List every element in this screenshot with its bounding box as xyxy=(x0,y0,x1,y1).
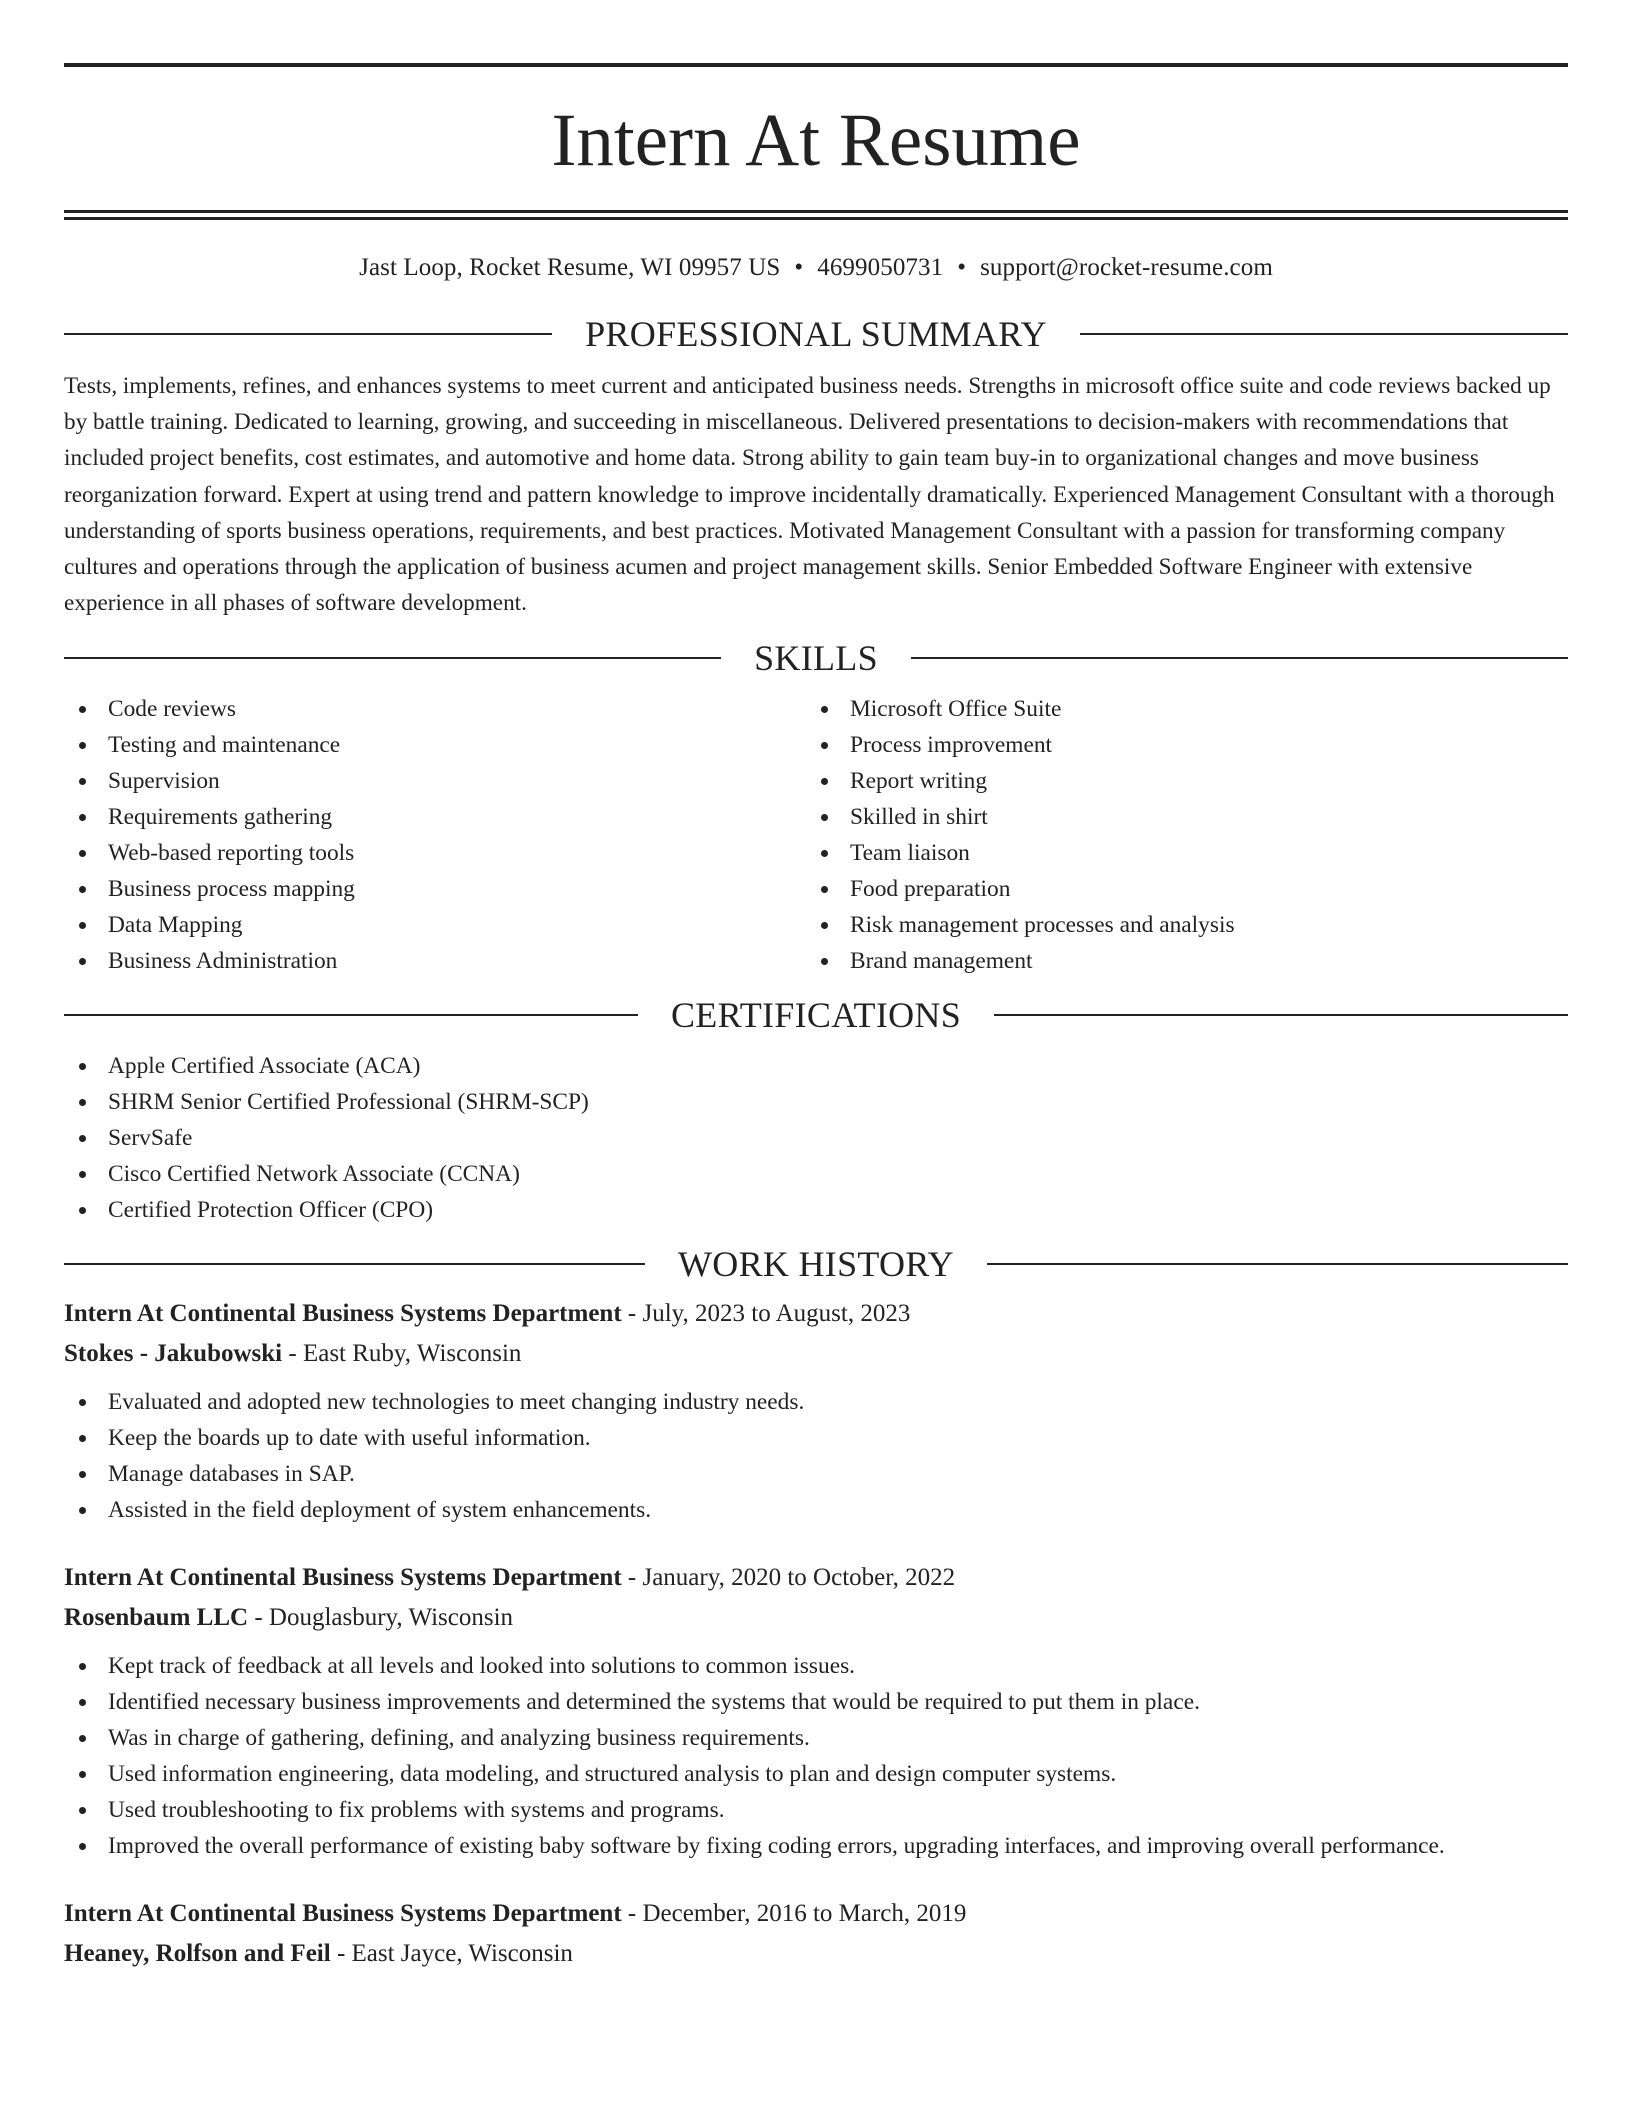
job-title-line xyxy=(64,1894,1568,1934)
job-bullet: Used troubleshooting to fix problems with systems and programs. xyxy=(64,1792,1568,1828)
skill-item: Team liaison xyxy=(806,835,1548,871)
job-dates: - December, 2016 to March, 2019 xyxy=(621,1900,967,1928)
skills-column-right xyxy=(806,691,1548,979)
section-title: SKILLS xyxy=(754,638,878,679)
skill-item: Code reviews xyxy=(64,691,806,727)
skill-item: Food preparation xyxy=(806,871,1548,907)
certification-item: ServSafe xyxy=(64,1120,1568,1156)
job-title: Intern At Continental Business Systems Department xyxy=(64,1564,622,1592)
skill-item: Risk management processes and analysis xyxy=(806,907,1548,943)
double-rule xyxy=(64,210,1568,220)
skills-list xyxy=(64,691,1568,979)
job-location: - Douglasbury, Wisconsin xyxy=(248,1604,514,1632)
certifications-list xyxy=(64,1048,1568,1228)
job-company: Stokes - Jakubowski xyxy=(64,1340,283,1368)
job-dates: - January, 2020 to October, 2022 xyxy=(621,1564,956,1592)
job-bullet: Kept track of feedback at all levels and looked into solutions to common issues. xyxy=(64,1648,1568,1684)
job-bullets xyxy=(64,1384,1568,1528)
job-dates: - July, 2023 to August, 2023 xyxy=(621,1300,911,1328)
certification-item: Certified Protection Officer (CPO) xyxy=(64,1192,1568,1228)
skill-item: Web-based reporting tools xyxy=(64,835,806,871)
summary-text: Tests, implements, refines, and enhances systems to meet current and anticipated business needs. Strengths in microsoft office suite and code reviews backed up by battle training. Dedicated to learning, growing, and succeeding in miscellaneous. Delivered presentations to decision-makers with recommendations that included project benefits, cost estimates, and automotive and home data. Strong ability to gain team buy-in to organizational changes and move business reorganization forward. Expert at using trend and pattern knowledge to improve incidentally dramatically. Experienced Management Consultant with a thorough understanding of sports business operations, requirements, and best practices. Motivated Management Consultant with a passion for transforming company cultures and operations through the application of business acumen and project management skills. Senior Embedded Software Engineer with extensive experience in all phases of software development. xyxy=(64,373,1555,617)
contact-phone: 4699050731 xyxy=(817,254,944,281)
job-company: Rosenbaum LLC xyxy=(64,1604,249,1632)
certifications-heading xyxy=(64,995,1568,1036)
heading-rule xyxy=(64,657,721,659)
job-bullet: Keep the boards up to date with useful information. xyxy=(64,1420,1568,1456)
work-history-heading xyxy=(64,1244,1568,1285)
job-bullet: Assisted in the field deployment of system enhancements. xyxy=(64,1492,1568,1528)
contact-separator: • xyxy=(957,254,967,281)
heading-rule xyxy=(1080,333,1568,335)
skills-heading xyxy=(64,638,1568,679)
skill-item: Microsoft Office Suite xyxy=(806,691,1548,727)
heading-rule xyxy=(64,1014,638,1016)
skill-item: Skilled in shirt xyxy=(806,799,1548,835)
job-company: Heaney, Rolfson and Feil xyxy=(64,1940,331,1968)
section-title: CERTIFICATIONS xyxy=(670,995,962,1036)
skill-item: Process improvement xyxy=(806,727,1548,763)
contact-separator: • xyxy=(794,254,804,281)
job-bullet: Manage databases in SAP. xyxy=(64,1456,1568,1492)
heading-rule xyxy=(994,1014,1568,1016)
section-title: PROFESSIONAL SUMMARY xyxy=(585,314,1047,354)
heading-rule xyxy=(987,1263,1568,1265)
job-company-line xyxy=(64,1334,1568,1374)
job-bullet: Was in charge of gathering, defining, and analyzing business requirements. xyxy=(64,1720,1568,1756)
job-title-line xyxy=(64,1558,1568,1598)
job-company-line xyxy=(64,1934,1568,1974)
candidate-name: Intern At Resume xyxy=(551,99,1081,182)
skill-item: Report writing xyxy=(806,763,1548,799)
contact-address: Jast Loop, Rocket Resume, WI 09957 US xyxy=(359,254,781,281)
skill-item: Business Administration xyxy=(64,943,806,979)
job-entry xyxy=(64,1894,1568,1974)
heading-rule xyxy=(64,1263,645,1265)
heading-rule xyxy=(911,657,1568,659)
certification-item: Cisco Certified Network Associate (CCNA) xyxy=(64,1156,1568,1192)
skill-item: Data Mapping xyxy=(64,907,806,943)
heading-rule xyxy=(64,333,552,335)
contact-email: support@rocket-resume.com xyxy=(980,254,1273,281)
job-bullet: Identified necessary business improvements and determined the systems that would be required to put them in place. xyxy=(64,1684,1568,1720)
skill-item: Requirements gathering xyxy=(64,799,806,835)
resume-page xyxy=(64,0,1568,1974)
job-title: Intern At Continental Business Systems Department xyxy=(64,1300,622,1328)
job-company-line xyxy=(64,1598,1568,1638)
job-entry xyxy=(64,1558,1568,1864)
job-location: - East Jayce, Wisconsin xyxy=(330,1940,573,1968)
skill-item: Brand management xyxy=(806,943,1548,979)
skill-item: Business process mapping xyxy=(64,871,806,907)
job-entry xyxy=(64,1294,1568,1528)
top-rule xyxy=(64,63,1568,67)
skill-item: Supervision xyxy=(64,763,806,799)
job-title-line xyxy=(64,1294,1568,1334)
certification-item: SHRM Senior Certified Professional (SHRM-SCP) xyxy=(64,1084,1568,1120)
section-title: WORK HISTORY xyxy=(678,1244,954,1285)
job-bullet: Evaluated and adopted new technologies to meet changing industry needs. xyxy=(64,1384,1568,1420)
summary-heading xyxy=(64,316,1568,352)
job-bullet: Improved the overall performance of existing baby software by fixing coding errors, upgrading interfaces, and improving overall performance. xyxy=(64,1828,1568,1864)
skill-item: Testing and maintenance xyxy=(64,727,806,763)
job-location: - East Ruby, Wisconsin xyxy=(282,1340,522,1368)
certification-item: Apple Certified Associate (ACA) xyxy=(64,1048,1568,1084)
job-bullet: Used information engineering, data modeling, and structured analysis to plan and design computer systems. xyxy=(64,1756,1568,1792)
job-bullets xyxy=(64,1648,1568,1864)
contact-line xyxy=(64,253,1568,283)
skills-column-left xyxy=(64,691,806,979)
job-title: Intern At Continental Business Systems Department xyxy=(64,1900,622,1928)
